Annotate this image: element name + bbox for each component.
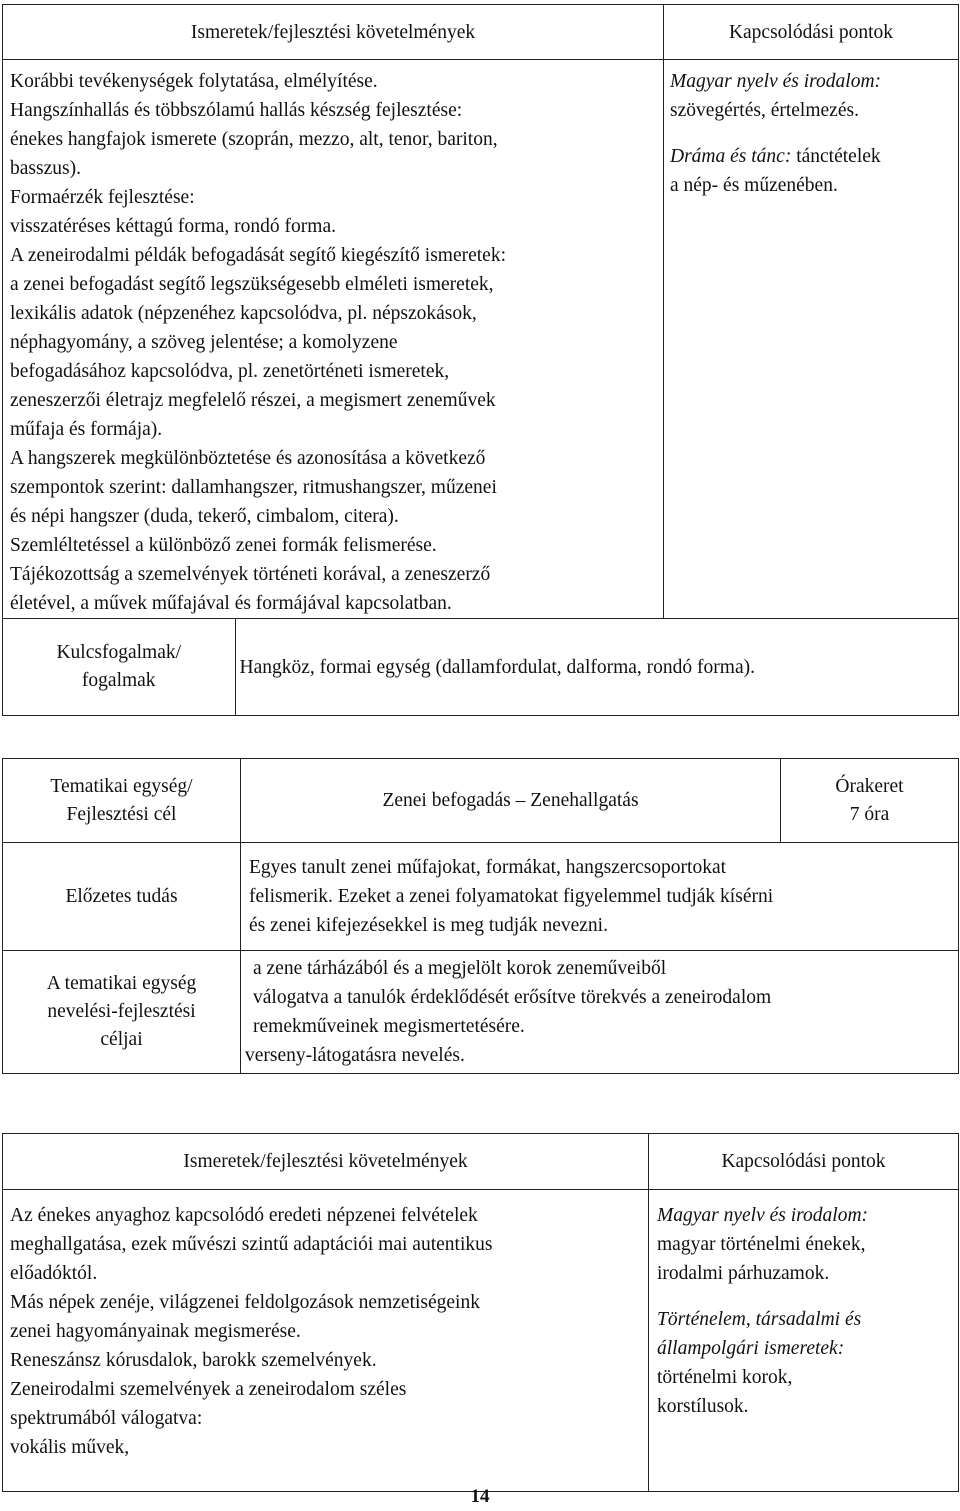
text-line: Szemléltetéssel a különböző zenei formák felismerése.	[10, 535, 437, 556]
prior-knowledge-text	[241, 843, 959, 951]
goals-text	[241, 951, 959, 1074]
col-header-requirements: Ismeretek/fejlesztési követelmények	[3, 1134, 649, 1190]
connections-cell	[664, 60, 959, 619]
thematic-unit-table	[2, 758, 959, 1074]
goals-label: A tematikai egység nevelési-fejlesztési céljai	[3, 951, 241, 1074]
text-line: szempontok szerint: dallamhangszer, ritmushangszer, műzenei	[10, 477, 497, 498]
text-line: basszus).	[10, 158, 81, 179]
text-line: Zeneirodalmi szemelvények a zeneirodalom széles	[10, 1379, 407, 1400]
text-line: néphagyomány, a szöveg jelentése; a komolyzene	[10, 332, 398, 353]
link-text: magyar történelmi énekek,	[657, 1234, 866, 1255]
connections-cell	[649, 1190, 959, 1492]
link-subject: állampolgári ismeretek:	[657, 1338, 845, 1359]
keywords-label: Kulcsfogalmak/ fogalmak	[3, 619, 235, 715]
link-subject: Magyar nyelv és irodalom:	[670, 71, 882, 92]
competencies-table-1	[2, 4, 959, 716]
text-line: A hangszerek megkülönböztetése és azonosítása a következő	[10, 448, 486, 469]
text-line: a zenei befogadást segítő legszükségesebb elméleti ismeretek,	[10, 274, 494, 295]
text-line: Egyes tanult zenei műfajokat, formákat, hangszercsoportokat	[249, 857, 727, 878]
keywords-value: Hangköz, formai egység (dallamfordulat, dalforma, rondó forma).	[239, 656, 755, 678]
hours-value: 7 óra	[849, 803, 890, 825]
col-header-requirements: Ismeretek/fejlesztési követelmények	[3, 5, 664, 60]
text-line: visszatéréses kéttagú forma, rondó forma.	[10, 216, 336, 237]
text-line: lexikális adatok (népzenéhez kapcsolódva, pl. népszokások,	[10, 303, 477, 324]
requirements-cell	[3, 1190, 649, 1492]
text-line: énekes hangfajok ismerete (szoprán, mezzo, alt, tenor, bariton,	[10, 129, 498, 150]
text-line: életével, a művek műfajával és formájával kapcsolatban.	[10, 593, 452, 614]
page-number: 14	[470, 1486, 490, 1507]
text-line: vokális művek,	[10, 1437, 130, 1458]
text-line: Formaérzék fejlesztése:	[10, 187, 195, 208]
col-header-connections: Kapcsolódási pontok	[649, 1134, 959, 1190]
text-line: zeneszerzői életrajz megfelelő részei, a megismert zeneművek	[10, 390, 496, 411]
text-line: Más népek zenéje, világzenei feldolgozások nemzetiségeink	[10, 1292, 480, 1313]
text-line: Az énekes anyaghoz kapcsolódó eredeti népzenei felvételek	[10, 1205, 478, 1226]
unit-title: Zenei befogadás – Zenehallgatás	[241, 759, 781, 843]
text-line: Tájékozottság a szemelvények történeti korával, a zeneszerző	[10, 564, 491, 585]
text-line: remekműveinek megismertetésére.	[253, 1016, 525, 1037]
text-line: és zenei kifejezésekkel is meg tudják nevezni.	[249, 915, 608, 936]
prior-knowledge-label: Előzetes tudás	[3, 843, 241, 951]
text-line: verseny-látogatásra nevelés.	[245, 1045, 465, 1066]
col-header-connections: Kapcsolódási pontok	[664, 5, 959, 60]
link-text: korstílusok.	[657, 1396, 749, 1417]
text-line: válogatva a tanulók érdeklődését erősítve törekvés a zeneirodalom	[253, 987, 772, 1008]
text-line: zenei hagyományainak megismerése.	[10, 1321, 301, 1342]
text-line: műfaja és formája).	[10, 419, 163, 440]
text-line: A zeneirodalmi példák befogadását segítő kiegészítő ismeretek:	[10, 245, 506, 266]
link-text: szövegértés, értelmezés.	[670, 100, 859, 121]
text-line: Hangszínhallás és többszólamú hallás készség fejlesztése:	[10, 100, 463, 121]
link-text: irodalmi párhuzamok.	[657, 1263, 830, 1284]
unit-label: Tematikai egység/ Fejlesztési cél	[3, 759, 241, 843]
text-line: Reneszánsz kórusdalok, barokk szemelvények.	[10, 1350, 377, 1371]
requirements-cell	[3, 60, 664, 619]
hours-label: Órakeret	[835, 775, 904, 797]
text-line: spektrumából válogatva:	[10, 1408, 203, 1429]
text-line: Korábbi tevékenységek folytatása, elmélyítése.	[10, 71, 378, 92]
text-line: előadóktól.	[10, 1263, 98, 1284]
link-subject: Magyar nyelv és irodalom:	[657, 1205, 869, 1226]
competencies-table-2	[2, 1133, 959, 1492]
text-line: meghallgatása, ezek művészi szintű adaptációi mai autentikus	[10, 1234, 493, 1255]
text-line: befogadásához kapcsolódva, pl. zenetörténeti ismeretek,	[10, 361, 450, 382]
hours-cell	[781, 759, 959, 843]
text-line: felismerik. Ezeket a zenei folyamatokat figyelemmel tudják kísérni	[249, 886, 774, 907]
link-text: a nép- és műzenében.	[670, 175, 838, 196]
link-subject: Történelem, társadalmi és	[657, 1309, 862, 1330]
link-text: tánctételek	[796, 146, 881, 167]
link-text: történelmi korok,	[657, 1367, 793, 1388]
link-subject: Dráma és tánc:	[670, 146, 792, 167]
text-line: és népi hangszer (duda, tekerő, cimbalom, citera).	[10, 506, 399, 527]
text-line: a zene tárházából és a megjelölt korok zeneműveiből	[253, 958, 667, 979]
